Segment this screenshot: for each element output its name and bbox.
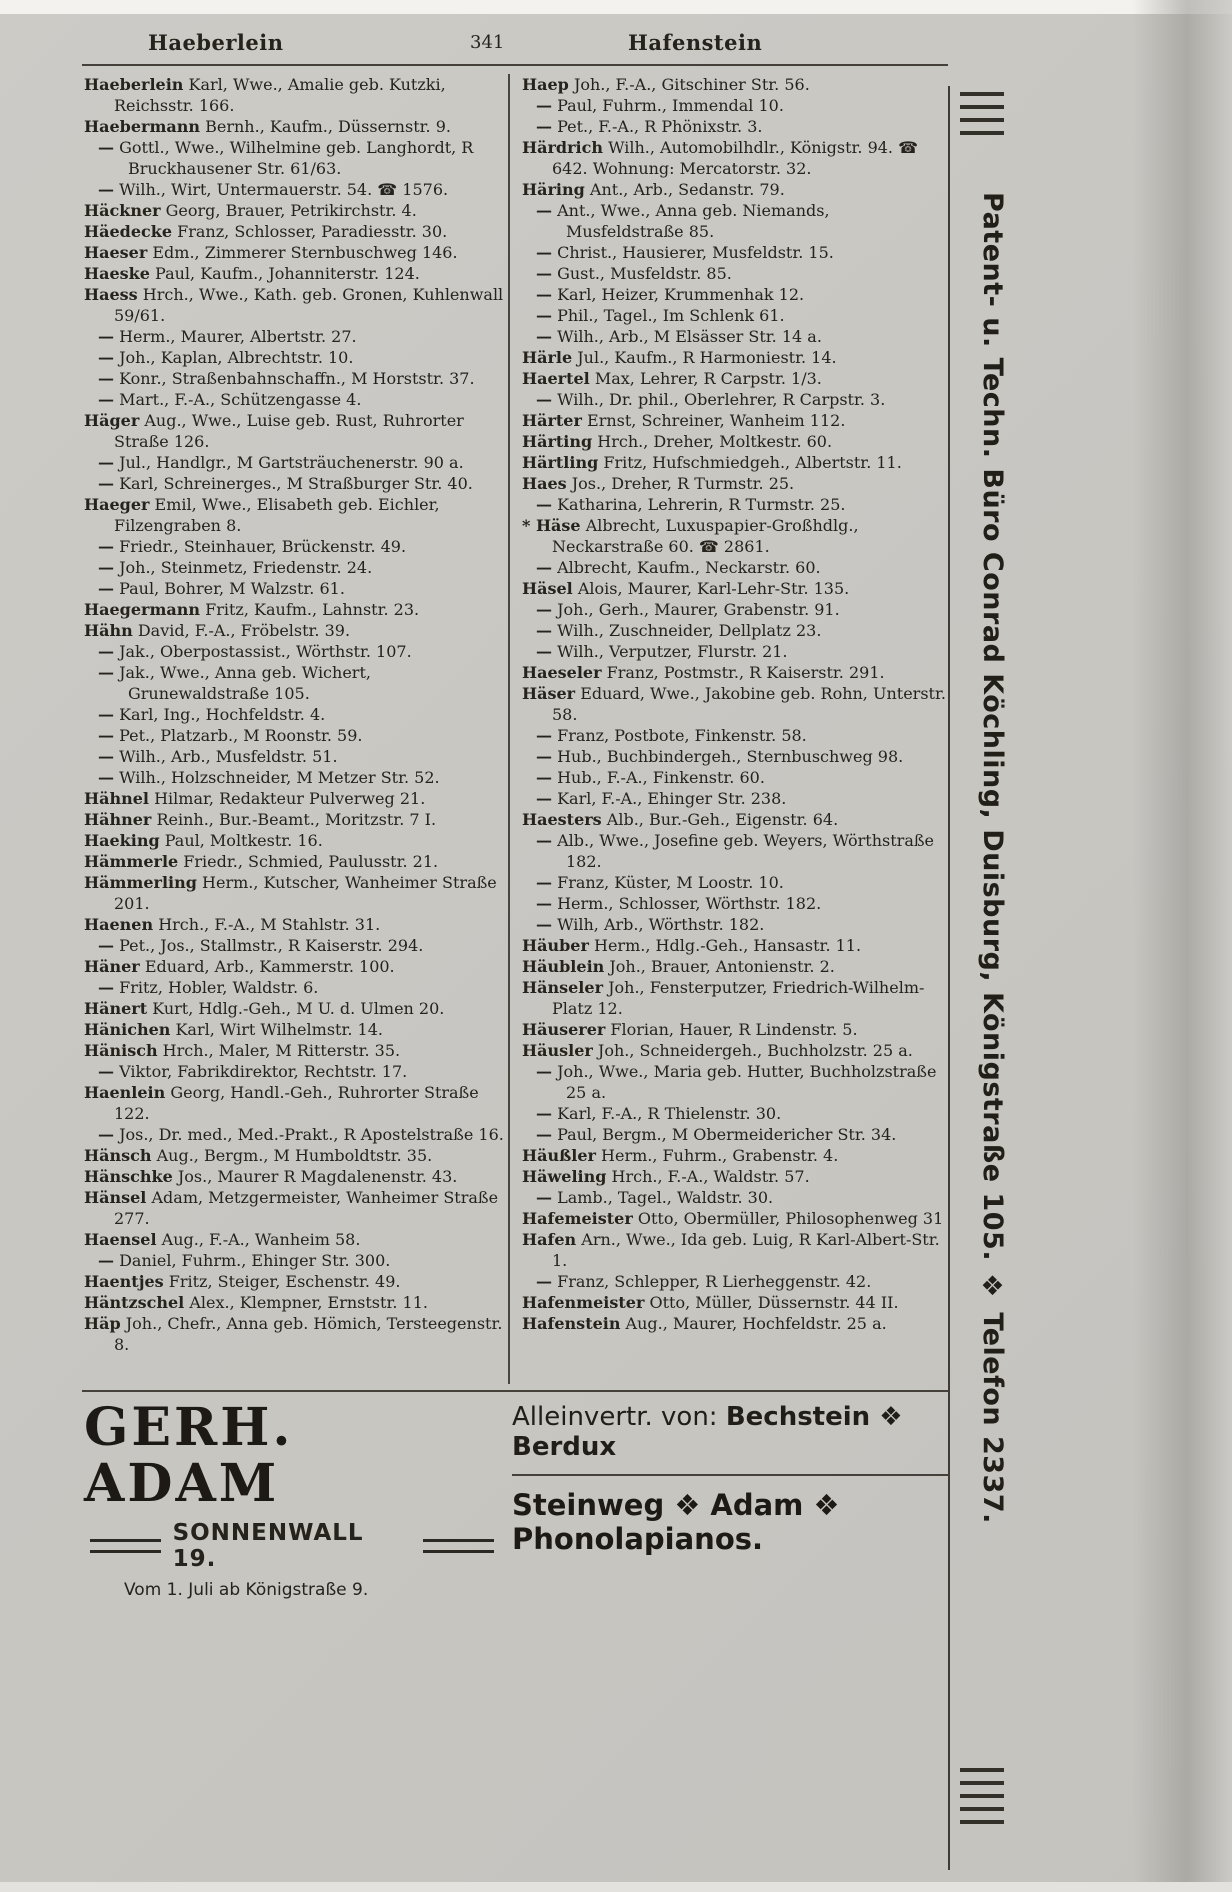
- entry-surname: Häuber: [522, 936, 589, 955]
- entry-surname: Hämmerling: [84, 873, 197, 892]
- entry-surname: Häußler: [522, 1146, 596, 1165]
- entry-surname: —: [98, 390, 114, 409]
- ad-left-block: [84, 1397, 494, 1600]
- entry-surname: Hänisch: [84, 1041, 158, 1060]
- directory-entry: — Wilh., Arb., M Elsässer Str. 14 a.: [536, 327, 822, 346]
- entry-surname: —: [98, 180, 114, 199]
- entry-surname: —: [98, 579, 114, 598]
- entry-surname: Häsel: [522, 579, 573, 598]
- directory-columns: [84, 74, 948, 1384]
- entry-surname: Hänsel: [84, 1188, 147, 1207]
- directory-entry: — Wilh., Verputzer, Flurstr. 21.: [536, 642, 788, 661]
- entry-surname: —: [98, 726, 114, 745]
- directory-entry: Haeske Paul, Kaufm., Johanniterstr. 124.: [84, 264, 420, 283]
- entry-surname: Hafen: [522, 1230, 577, 1249]
- entry-surname: —: [536, 642, 552, 661]
- directory-entry: — Pet., Jos., Stallmstr., R Kaiserstr. 294.: [98, 936, 424, 955]
- entry-surname: —: [536, 600, 552, 619]
- directory-entry: — Karl, Schreinerges., M Straßburger Str. 40.: [98, 474, 473, 493]
- entry-surname: Häring: [522, 180, 585, 199]
- directory-entry: Häner Eduard, Arb., Kammerstr. 100.: [84, 957, 395, 976]
- directory-entry: — Jos., Dr. med., Med.-Prakt., R Apostelstraße 16.: [98, 1125, 504, 1144]
- entry-surname: Haertel: [522, 369, 590, 388]
- entry-surname: —: [98, 138, 114, 157]
- directory-entry: Härle Jul., Kaufm., R Harmoniestr. 14.: [522, 348, 837, 367]
- advertisement: [84, 1397, 948, 1600]
- header-keyword-right: Hafenstein: [628, 30, 763, 55]
- entry-surname: —: [98, 705, 114, 724]
- entry-surname: Haegermann: [84, 600, 201, 619]
- entry-surname: —: [536, 726, 552, 745]
- ad-top-rule: [82, 1390, 948, 1392]
- ad-distributor-prefix: Alleinvertr. von:: [512, 1402, 726, 1432]
- entry-surname: —: [98, 348, 114, 367]
- entry-surname: —: [98, 747, 114, 766]
- directory-entry: — Friedr., Steinhauer, Brückenstr. 49.: [98, 537, 407, 556]
- directory-entry: — Herm., Maurer, Albertstr. 27.: [98, 327, 357, 346]
- directory-entry: Haentjes Fritz, Steiger, Eschenstr. 49.: [84, 1272, 401, 1291]
- directory-entry: Häring Ant., Arb., Sedanstr. 79.: [522, 180, 785, 199]
- directory-entry: — Franz, Schlepper, R Lierheggenstr. 42.: [536, 1272, 872, 1291]
- directory-entry: — Paul, Bergm., M Obermeidericher Str. 34.: [536, 1125, 897, 1144]
- entry-surname: —: [536, 621, 552, 640]
- entry-surname: Haes: [522, 474, 567, 493]
- ad-address-row: [90, 1520, 494, 1572]
- entry-surname: Haenen: [84, 915, 154, 934]
- entry-surname: —: [98, 663, 114, 682]
- entry-surname: —: [536, 1188, 552, 1207]
- directory-entry: Häger Aug., Wwe., Luise geb. Rust, Ruhrorter Straße 126.: [84, 411, 464, 451]
- entry-surname: —: [536, 558, 552, 577]
- directory-entry: — Jak., Wwe., Anna geb. Wichert, Grunewaldstraße 105.: [98, 663, 371, 703]
- directory-entry: Häußler Herm., Fuhrm., Grabenstr. 4.: [522, 1146, 839, 1165]
- directory-entry: Härdrich Wilh., Automobilhdlr., Königstr. 94. ☎ 642. Wohnung: Mercatorstr. 32.: [522, 138, 919, 178]
- entry-surname: Haesters: [522, 810, 602, 829]
- directory-entry: — Herm., Schlosser, Wörthstr. 182.: [536, 894, 822, 913]
- ad-company-name: GERH. ADAM: [84, 1397, 294, 1514]
- sidebar-tick-top: [960, 92, 1004, 142]
- entry-surname: Haep: [522, 75, 569, 94]
- entry-surname: Häedecke: [84, 222, 173, 241]
- entry-surname: Hämmerle: [84, 852, 179, 871]
- directory-entry: — Franz, Küster, M Loostr. 10.: [536, 873, 784, 892]
- directory-entry: Hänisch Hrch., Maler, M Ritterstr. 35.: [84, 1041, 401, 1060]
- directory-entry: Haesters Alb., Bur.-Geh., Eigenstr. 64.: [522, 810, 839, 829]
- entry-surname: —: [536, 243, 552, 262]
- entry-surname: Haeske: [84, 264, 150, 283]
- directory-entry: Häweling Hrch., F.-A., Waldstr. 57.: [522, 1167, 810, 1186]
- directory-entry: — Katharina, Lehrerin, R Turmstr. 25.: [536, 495, 846, 514]
- entry-surname: —: [536, 747, 552, 766]
- entry-surname: Häweling: [522, 1167, 607, 1186]
- entry-surname: —: [98, 768, 114, 787]
- scan-edge-bottom: [0, 1882, 1232, 1892]
- directory-entry: Häckner Georg, Brauer, Petrikirchstr. 4.: [84, 201, 417, 220]
- entry-surname: Häser: [522, 684, 576, 703]
- directory-entry: Haenlein Georg, Handl.-Geh., Ruhrorter Straße 122.: [84, 1083, 479, 1123]
- entry-surname: Hänsch: [84, 1146, 152, 1165]
- directory-entry: Haeseler Franz, Postmstr., R Kaiserstr. 291.: [522, 663, 885, 682]
- directory-entry: — Wilh., Dr. phil., Oberlehrer, R Carpstr. 3.: [536, 390, 886, 409]
- entry-surname: —: [98, 453, 114, 472]
- ad-ornament-right: [423, 1539, 494, 1553]
- entry-surname: —: [536, 1125, 552, 1144]
- entry-surname: Häublein: [522, 957, 605, 976]
- entry-surname: —: [98, 537, 114, 556]
- directory-entry: — Joh., Kaplan, Albrechtstr. 10.: [98, 348, 354, 367]
- directory-entry: — Ant., Wwe., Anna geb. Niemands, Musfeldstraße 85.: [536, 201, 830, 241]
- entry-surname: Haess: [84, 285, 138, 304]
- directory-entry: Hafenmeister Otto, Müller, Düssernstr. 44 II.: [522, 1293, 899, 1312]
- header-rule: [82, 64, 948, 66]
- directory-entry: * Häse Albrecht, Luxuspapier-Großhdlg., Neckarstraße 60. ☎ 2861.: [522, 516, 859, 556]
- directory-entry: Häuber Herm., Hdlg.-Geh., Hansastr. 11.: [522, 936, 862, 955]
- directory-entry: Hänert Kurt, Hdlg.-Geh., M U. d. Ulmen 20.: [84, 999, 445, 1018]
- entry-surname: Häntzschel: [84, 1293, 185, 1312]
- directory-entry: — Alb., Wwe., Josefine geb. Weyers, Wörthstraße 182.: [536, 831, 935, 871]
- directory-entry: — Wilh., Arb., Musfeldstr. 51.: [98, 747, 338, 766]
- directory-entry: — Jul., Handlgr., M Gartsträuchenerstr. 90 a.: [98, 453, 464, 472]
- directory-entry: — Wilh, Arb., Wörthstr. 182.: [536, 915, 765, 934]
- scan-edge-top: [0, 0, 1232, 14]
- entry-surname: —: [536, 96, 552, 115]
- directory-entry: Härter Ernst, Schreiner, Wanheim 112.: [522, 411, 846, 430]
- entry-surname: —: [536, 789, 552, 808]
- directory-entry: Hähner Reinh., Bur.-Beamt., Moritzstr. 7 I.: [84, 810, 437, 829]
- ad-distributor-brands: Bechstein ❖ Berdux: [512, 1402, 903, 1462]
- entry-surname: * Häse: [522, 516, 581, 535]
- directory-entry: — Wilh., Zuschneider, Dellplatz 23.: [536, 621, 822, 640]
- entry-surname: Hafenmeister: [522, 1293, 645, 1312]
- entry-surname: —: [536, 768, 552, 787]
- directory-entry: Haeberlein Karl, Wwe., Amalie geb. Kutzki, Reichsstr. 166.: [84, 75, 446, 115]
- entry-surname: Härle: [522, 348, 573, 367]
- directory-entry: — Mart., F.-A., Schützengasse 4.: [98, 390, 362, 409]
- entry-surname: —: [536, 873, 552, 892]
- directory-entry: Hafenstein Aug., Maurer, Hochfeldstr. 25 a.: [522, 1314, 887, 1333]
- entry-surname: Härter: [522, 411, 582, 430]
- directory-entry: Haeger Emil, Wwe., Elisabeth geb. Eichler, Filzengraben 8.: [84, 495, 440, 535]
- entry-surname: Haeking: [84, 831, 160, 850]
- directory-entry: — Jak., Oberpostassist., Wörthstr. 107.: [98, 642, 412, 661]
- ad-right-block: [494, 1400, 948, 1580]
- entry-surname: Haebermann: [84, 117, 201, 136]
- scan-edge-right: [1132, 0, 1232, 1892]
- directory-entry: — Joh., Wwe., Maria geb. Hutter, Buchholzstraße 25 a.: [536, 1062, 937, 1102]
- directory-entry: Hänsel Adam, Metzgermeister, Wanheimer Straße 277.: [84, 1188, 499, 1228]
- directory-entry: Häusler Joh., Schneidergeh., Buchholzstr. 25 a.: [522, 1041, 913, 1060]
- directory-entry: — Albrecht, Kaufm., Neckarstr. 60.: [536, 558, 821, 577]
- directory-entry: Häntzschel Alex., Klempner, Ernststr. 11.: [84, 1293, 428, 1312]
- directory-entry: — Hub., Buchbindergeh., Sternbuschweg 98.: [536, 747, 904, 766]
- entry-surname: —: [98, 474, 114, 493]
- entry-surname: Häckner: [84, 201, 161, 220]
- directory-entry: Hafemeister Otto, Obermüller, Philosophenweg 31: [522, 1209, 944, 1228]
- entry-surname: —: [98, 1062, 114, 1081]
- entry-surname: Härtling: [522, 453, 599, 472]
- directory-entry: Haebermann Bernh., Kaufm., Düssernstr. 9.: [84, 117, 451, 136]
- directory-entry: — Hub., F.-A., Finkenstr. 60.: [536, 768, 765, 787]
- directory-entry: Hänichen Karl, Wirt Wilhelmstr. 14.: [84, 1020, 383, 1039]
- directory-entry: Häedecke Franz, Schlosser, Paradiesstr. 30.: [84, 222, 448, 241]
- entry-surname: —: [536, 264, 552, 283]
- directory-entry: — Karl, F.-A., Ehinger Str. 238.: [536, 789, 787, 808]
- directory-entry: Häp Joh., Chefr., Anna geb. Hömich, Tersteegenstr. 8.: [84, 1314, 503, 1354]
- entry-surname: Häusler: [522, 1041, 593, 1060]
- entry-surname: Hafenstein: [522, 1314, 621, 1333]
- directory-entry: — Karl, Ing., Hochfeldstr. 4.: [98, 705, 326, 724]
- sidebar-tick-bottom: [960, 1768, 1004, 1831]
- entry-surname: —: [536, 495, 552, 514]
- entry-surname: Hähn: [84, 621, 133, 640]
- directory-entry: Haess Hrch., Wwe., Kath. geb. Gronen, Kuhlenwall 59/61.: [84, 285, 504, 325]
- entry-surname: —: [536, 390, 552, 409]
- entry-surname: Haeser: [84, 243, 148, 262]
- directory-entry: Haeking Paul, Moltkestr. 16.: [84, 831, 323, 850]
- entry-surname: —: [536, 1272, 552, 1291]
- directory-entry: — Daniel, Fuhrm., Ehinger Str. 300.: [98, 1251, 391, 1270]
- directory-column-right: [510, 74, 948, 1384]
- directory-entry: — Gust., Musfeldstr. 85.: [536, 264, 732, 283]
- directory-entry: — Paul, Bohrer, M Walzstr. 61.: [98, 579, 345, 598]
- entry-surname: Härting: [522, 432, 593, 451]
- directory-entry: Härtling Fritz, Hufschmiedgeh., Albertstr. 11.: [522, 453, 902, 472]
- directory-entry: Hämmerle Friedr., Schmied, Paulusstr. 21.: [84, 852, 439, 871]
- entry-surname: —: [98, 936, 114, 955]
- directory-entry: — Wilh., Wirt, Untermauerstr. 54. ☎ 1576.: [98, 180, 449, 199]
- entry-surname: Haeger: [84, 495, 150, 514]
- directory-entry: Haertel Max, Lehrer, R Carpstr. 1/3.: [522, 369, 822, 388]
- header-keyword-left: Haeberlein: [148, 30, 284, 55]
- page-number: 341: [470, 32, 505, 53]
- ad-address: SONNENWALL 19.: [172, 1520, 364, 1572]
- directory-entry: — Joh., Steinmetz, Friedenstr. 24.: [98, 558, 373, 577]
- directory-entry: Haeser Edm., Zimmerer Sternbuschweg 146.: [84, 243, 458, 262]
- directory-entry: Hänschke Jos., Maurer R Magdalenenstr. 43.: [84, 1167, 458, 1186]
- directory-entry: Haep Joh., F.-A., Gitschiner Str. 56.: [522, 75, 810, 94]
- directory-entry: Hafen Arn., Wwe., Ida geb. Luig, R Karl-Albert-Str. 1.: [522, 1230, 940, 1270]
- entry-surname: Häger: [84, 411, 140, 430]
- ad-ornament-left: [90, 1539, 161, 1553]
- directory-entry: — Lamb., Tagel., Waldstr. 30.: [536, 1188, 774, 1207]
- entry-surname: —: [536, 1062, 552, 1081]
- entry-surname: Hänschke: [84, 1167, 173, 1186]
- entry-surname: Haeberlein: [84, 75, 184, 94]
- entry-surname: Härdrich: [522, 138, 603, 157]
- entry-surname: —: [536, 894, 552, 913]
- entry-surname: Hähner: [84, 810, 152, 829]
- directory-entry: Haes Jos., Dreher, R Turmstr. 25.: [522, 474, 795, 493]
- directory-entry: — Joh., Gerh., Maurer, Grabenstr. 91.: [536, 600, 840, 619]
- directory-entry: — Phil., Tagel., Im Schlenk 61.: [536, 306, 785, 325]
- directory-entry: Härting Hrch., Dreher, Moltkestr. 60.: [522, 432, 833, 451]
- entry-surname: Hähnel: [84, 789, 150, 808]
- directory-entry: — Karl, F.-A., R Thielenstr. 30.: [536, 1104, 782, 1123]
- entry-surname: Hänert: [84, 999, 148, 1018]
- entry-surname: —: [536, 1104, 552, 1123]
- entry-surname: Haentjes: [84, 1272, 164, 1291]
- ad-note: Vom 1. Juli ab Königstraße 9.: [124, 1580, 369, 1600]
- entry-surname: Haenlein: [84, 1083, 166, 1102]
- entry-surname: —: [98, 327, 114, 346]
- entry-surname: —: [98, 1125, 114, 1144]
- directory-entry: Häuserer Florian, Hauer, R Lindenstr. 5.: [522, 1020, 858, 1039]
- entry-surname: —: [536, 306, 552, 325]
- entry-surname: —: [98, 558, 114, 577]
- directory-entry: — Fritz, Hobler, Waldstr. 6.: [98, 978, 319, 997]
- ad-mid-rule: [512, 1474, 948, 1476]
- entry-surname: —: [98, 369, 114, 388]
- ad-brands-line: Steinweg ❖ Adam ❖ Phonolapianos.: [512, 1488, 840, 1556]
- directory-entry: — Pet., F.-A., R Phönixstr. 3.: [536, 117, 763, 136]
- directory-entry: — Christ., Hausierer, Musfeldstr. 15.: [536, 243, 834, 262]
- directory-entry: Häublein Joh., Brauer, Antonienstr. 2.: [522, 957, 835, 976]
- entry-surname: —: [536, 285, 552, 304]
- directory-entry: Hähn David, F.-A., Fröbelstr. 39.: [84, 621, 351, 640]
- directory-entry: Hänseler Joh., Fensterputzer, Friedrich-Wilhelm-Platz 12.: [522, 978, 925, 1018]
- directory-entry: Haenen Hrch., F.-A., M Stahlstr. 31.: [84, 915, 381, 934]
- entry-surname: Hänseler: [522, 978, 603, 997]
- directory-entry: Häsel Alois, Maurer, Karl-Lehr-Str. 135.: [522, 579, 850, 598]
- directory-entry: — Paul, Fuhrm., Immendal 10.: [536, 96, 784, 115]
- entry-surname: —: [536, 201, 552, 220]
- directory-entry: — Gottl., Wwe., Wilhelmine geb. Langhordt, R Bruckhausener Str. 61/63.: [98, 138, 474, 178]
- directory-entry: Haensel Aug., F.-A., Wanheim 58.: [84, 1230, 361, 1249]
- entry-surname: Häner: [84, 957, 140, 976]
- entry-surname: Haensel: [84, 1230, 157, 1249]
- directory-entry: — Franz, Postbote, Finkenstr. 58.: [536, 726, 807, 745]
- entry-surname: Haeseler: [522, 663, 602, 682]
- directory-entry: Hämmerling Herm., Kutscher, Wanheimer Straße 201.: [84, 873, 497, 913]
- entry-surname: —: [536, 327, 552, 346]
- directory-entry: Häser Eduard, Wwe., Jakobine geb. Rohn, Unterstr. 58.: [522, 684, 946, 724]
- directory-entry: — Pet., Platzarb., M Roonstr. 59.: [98, 726, 363, 745]
- sidebar-ad-text: Patent- u. Techn. Büro Conrad Köchling, Duisburg, Königstraße 105. ❖ Telefon 2337.: [977, 192, 1008, 1524]
- directory-entry: — Konr., Straßenbahnschaffn., M Horststr. 37.: [98, 369, 475, 388]
- ad-distributor-line: [512, 1402, 948, 1462]
- directory-entry: — Viktor, Fabrikdirektor, Rechtstr. 17.: [98, 1062, 408, 1081]
- directory-entry: — Wilh., Holzschneider, M Metzer Str. 52.: [98, 768, 440, 787]
- entry-surname: —: [98, 642, 114, 661]
- directory-entry: Hänsch Aug., Bergm., M Humboldtstr. 35.: [84, 1146, 433, 1165]
- entry-surname: Hafemeister: [522, 1209, 633, 1228]
- entry-surname: Häp: [84, 1314, 121, 1333]
- directory-entry: Hähnel Hilmar, Redakteur Pulverweg 21.: [84, 789, 426, 808]
- entry-surname: —: [98, 1251, 114, 1270]
- directory-entry: Haegermann Fritz, Kaufm., Lahnstr. 23.: [84, 600, 420, 619]
- entry-surname: —: [536, 915, 552, 934]
- entry-surname: Hänichen: [84, 1020, 171, 1039]
- directory-column-left: [84, 74, 508, 1384]
- entry-surname: —: [98, 978, 114, 997]
- entry-surname: —: [536, 831, 552, 850]
- entry-surname: —: [536, 117, 552, 136]
- directory-entry: — Karl, Heizer, Krummenhak 12.: [536, 285, 805, 304]
- entry-surname: Häuserer: [522, 1020, 606, 1039]
